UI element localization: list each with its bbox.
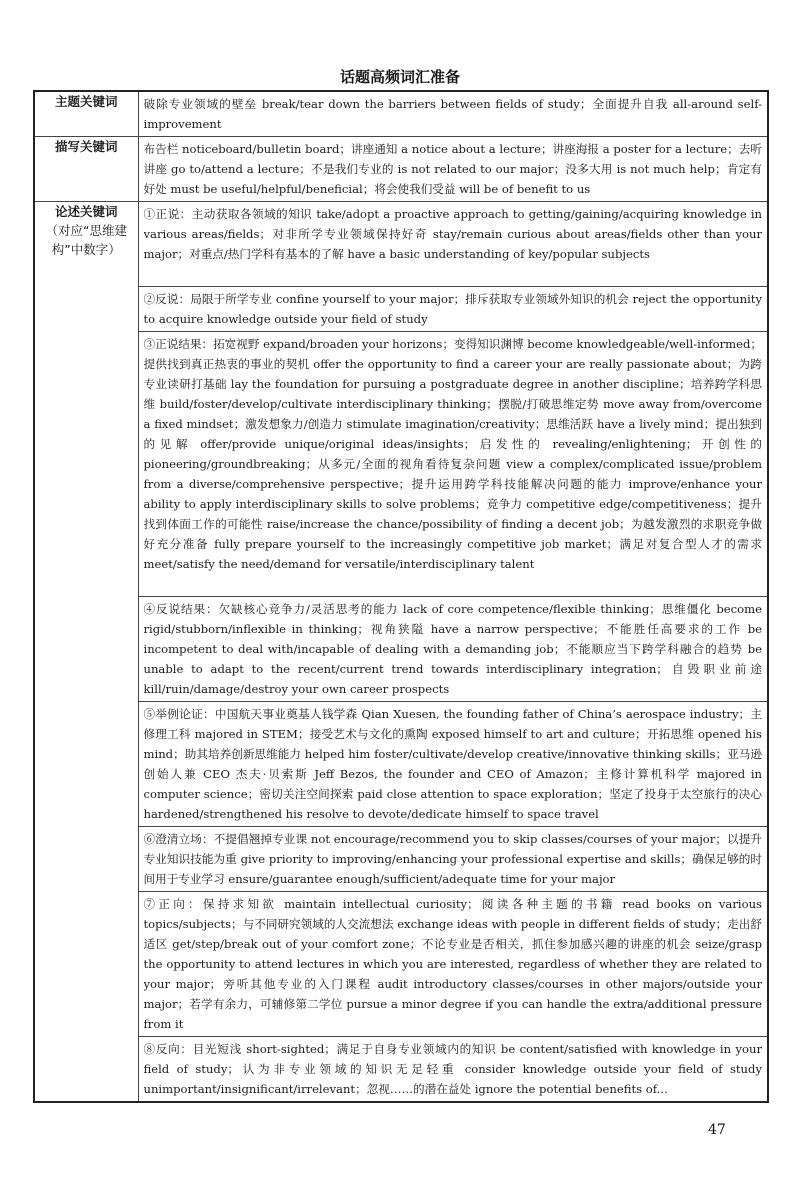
argument-item-7: ⑦正向：保持求知欲 maintain intellectual curiosity；阅读各种主题的书籍 read books on various topics/subjects；与不同研究领域的人交流想法 exchange ideas with people in different fields of study；走出舒适区 get/step/break out of your comfort zone；不论专业是否相关，抓住参加感兴趣的讲座的机会 seize/grasp the opportunity to attend lectures in which you are interested, regardless of whether they are related to your major；旁听其他专业的入门课程 audit introductory classes/courses in other majors/outside your major；若学有余力，可辅修第二学位 pursue a minor degree if you can handle the extra/additional pressure from it	[143, 897, 762, 1031]
page-number: 47	[708, 1122, 726, 1138]
topic-keywords-label	[34, 91, 138, 137]
argument-keywords-row-5	[34, 702, 768, 827]
description-keywords-text: 布告栏 noticeboard/bulletin board；讲座通知 a notice about a lecture；讲座海报 a poster for a lecture；去听讲座 go to/attend a lecture；不是我们专业的 is not related to our major；没多大用 is not much help；肯定有好处 must be useful/helpful/beneficial；将会使我们受益 will be of benefit to us	[143, 142, 762, 196]
argument-keywords-note: （对应“思维建构”中数字）	[45, 223, 127, 257]
description-keywords-label-text: 描写关键词	[54, 139, 118, 154]
argument-keywords-label	[34, 202, 138, 1103]
description-keywords-row	[34, 137, 768, 202]
description-keywords-label	[34, 137, 138, 202]
vocabulary-table	[33, 90, 769, 1103]
argument-item-4: ④反说结果：欠缺核心竞争力/灵活思考的能力 lack of core competence/flexible thinking；思维僵化 become rigid/stubborn/inflexible in thinking；视角狭隘 have a narrow perspective；不能胜任高要求的工作 be incompetent to deal with/incapable of dealing with a demanding job；不能顺应当下跨学科融合的趋势 be unable to adapt to the recent/current trend towards interdisciplinary integration；自毁职业前途 kill/ruin/damage/destroy your own career prospects	[143, 602, 762, 696]
argument-keywords-row-3	[34, 332, 768, 597]
argument-item-6: ⑥澄清立场：不提倡翘掉专业课 not encourage/recommend you to skip classes/courses of your major；以提升专业知识技能为重 give priority to improving/enhancing your professional expertise and skills；确保足够的时间用于专业学习 ensure/guarantee enough/sufficient/adequate time for your major	[143, 832, 762, 886]
argument-keywords-row-7	[34, 892, 768, 1037]
argument-item-5: ⑤举例论证：中国航天事业奠基人钱学森 Qian Xuesen, the founding father of China’s aerospace industry；主修理工科 majored in STEM；接受艺术与文化的熏陶 exposed himself to art and culture；开拓思维 opened his mind；助其培养创新思维能力 helped him foster/cultivate/develop creative/innovative thinking skills；亚马逊创始人兼 CEO 杰夫·贝索斯 Jeff Bezos, the founder and CEO of Amazon；主修计算机科学 majored in computer science；密切关注空间探索 paid close attention to space exploration；坚定了投身于太空旅行的决心 hardened/strengthened his resolve to devote/dedicate himself to space travel	[143, 707, 762, 821]
argument-keywords-label-text: 论述关键词	[54, 204, 118, 219]
argument-keywords-row-6	[34, 827, 768, 892]
argument-keywords-row-1	[34, 202, 768, 287]
argument-item-2: ②反说：局限于所学专业 confine yourself to your major；排斥获取专业领域外知识的机会 reject the opportunity to acquire knowledge outside your field of study	[143, 292, 762, 326]
page-title: 话题高频词汇准备	[339, 68, 460, 86]
argument-keywords-row-8	[34, 1037, 768, 1103]
argument-item-1: ①正说：主动获取各领域的知识 take/adopt a proactive approach to getting/gaining/acquiring knowledge in various areas/fields；对非所学专业领域保持好奇 stay/remain curious about areas/fields other than your major；对重点/热门学科有基本的了解 have a basic understanding of key/popular subjects	[143, 207, 762, 261]
argument-keywords-row-2	[34, 287, 768, 332]
topic-keywords-row	[34, 91, 768, 137]
argument-item-3: ③正说结果：拓宽视野 expand/broaden your horizons；变得知识渊博 become knowledgeable/well-informed；提供找到真正热衷的事业的契机 offer the opportunity to find a career your are really passionate about；为跨专业读研打基础 lay the foundation for pursuing a postgraduate degree in another discipline；培养跨学科思维 build/foster/develop/cultivate interdisciplinary thinking；摆脱/打破思维定势 move away from/overcome a fixed mindset；激发想象力/创造力 stimulate imagination/creativity；思维活跃 have a lively mind；提出独到的见解 offer/provide unique/original ideas/insights；启发性的 revealing/enlightening；开创性的 pioneering/groundbreaking；从多元/全面的视角看待复杂问题 view a complex/complicated issue/problem from a diverse/comprehensive perspective；提升运用跨学科技能解决问题的能力 improve/enhance your ability to apply interdisciplinary skills to solve problems；竞争力 competitive edge/competitiveness；提升找到体面工作的可能性 raise/increase the chance/possibility of finding a decent job；为越发激烈的求职竞争做好充分准备 fully prepare yourself to the increasingly competitive job market；满足对复合型人才的需求 meet/satisfy the need/demand for versatile/interdisciplinary talent	[143, 337, 762, 571]
argument-keywords-row-4	[34, 597, 768, 702]
topic-keywords-text: 破除专业领域的壁垒 break/tear down the barriers between fields of study；全面提升自我 all-around self-improvement	[143, 97, 762, 131]
topic-keywords-label-text: 主题关键词	[54, 94, 118, 109]
argument-item-8: ⑧反向：目光短浅 short-sighted；满足于自身专业领域内的知识 be content/satisfied with knowledge in your field of study；认为非专业领域的知识无足轻重 consider knowledge outside your field of study unimportant/insignificant/irrelevant；忽视……的潜在益处 ignore the potential benefits of...	[143, 1042, 762, 1096]
